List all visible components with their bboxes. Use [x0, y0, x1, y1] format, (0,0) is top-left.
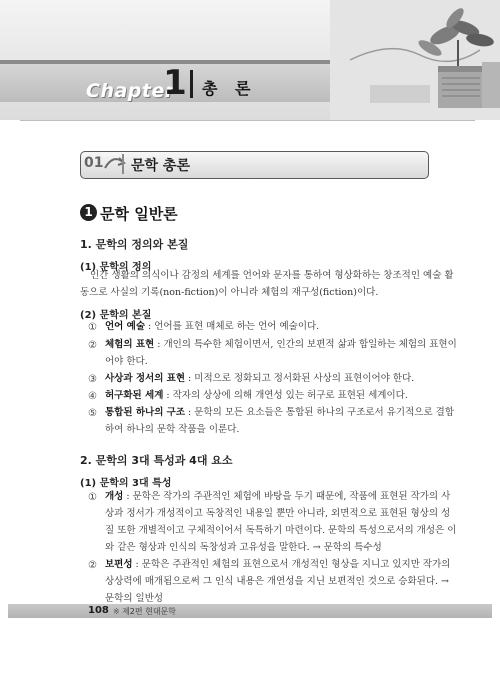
definition-line-1: 인간 생활의 의식이나 감정의 세계를 언어와 문자를 통하여 형상화하는 창조적인 예술 활	[90, 270, 454, 281]
trait-item-1-line-3: 질 또한 개별적이고 구체적이어서 독특하기 마련이다. 문학의 특성으로서의 개성은 이	[105, 525, 457, 536]
chapter-title: 총 론	[202, 79, 257, 98]
essence-item-3: 사상과 정서의 표현 : 미적으로 정화되고 정서화된 사상의 표현이어야 한다.	[105, 373, 415, 384]
essence-item-4: 허구화된 세계 : 작자의 상상에 의해 개연성 있는 허구로 표현된 세계이다.	[105, 390, 408, 401]
definition-line-2: 동으로 사실의 기록(non-fiction)이 아니라 체험의 재구성(fiction)이다.	[80, 287, 379, 298]
part1-sub1-heading: (1) 문학의 정의	[80, 262, 152, 273]
part2-sub1-heading: (1) 문학의 3대 특성	[80, 478, 172, 489]
essence-item-5: 통합된 하나의 구조 : 문학의 모든 요소들은 통합된 하나의 구조로서 유기적으로 결합	[105, 407, 455, 418]
banner-bottom-rule	[20, 120, 475, 121]
essence-item-2-cont: 어야 한다.	[105, 356, 148, 367]
part2-heading: 2. 문학의 3대 특성과 4대 요소	[80, 454, 233, 467]
chapter-divider	[190, 70, 193, 98]
section-number: 01	[84, 155, 104, 171]
trait-item-2-number: ②	[88, 560, 97, 571]
page-number: 108	[88, 605, 109, 616]
footer-separator: ※	[113, 607, 120, 616]
trait-item-2-line-2: 상상력에 매개됨으로써 그 인식 내용은 개연성을 지닌 보편적인 것으로 승화된다. →	[105, 576, 450, 587]
essence-item-2: 체험의 표현 : 개인의 특수한 체험이면서, 인간의 보편적 삶과 합일하는 체험의 표현이	[105, 339, 457, 350]
topic-number-badge: 1	[80, 204, 97, 221]
trait-item-1-number: ①	[88, 492, 97, 503]
footer-bar	[8, 604, 492, 618]
plant-photo-icon	[330, 0, 500, 120]
part1-heading: 1. 문학의 정의와 본질	[80, 238, 189, 251]
section-separator	[122, 154, 124, 174]
trait-item-1: 개성 : 문학은 작가의 주관적인 체험에 바탕을 두기 때문에, 작품에 표현된 작가의 사	[105, 491, 451, 502]
trait-item-2: 보편성 : 문학은 주관적인 체험의 표현으로서 개성적인 형상을 지니고 있지만 작가의	[105, 559, 451, 570]
chapter-banner	[0, 0, 500, 120]
trait-item-2-line-3: 문학의 일반성	[105, 593, 164, 604]
topic-title: 문학 일반론	[100, 205, 178, 223]
chapter-number: 1	[163, 63, 187, 103]
trait-item-1-line-4: 와 같은 형상과 인식의 독창성과 고유성을 말한다. → 문학의 특수성	[105, 542, 382, 553]
trait-item-1-line-2: 상과 정서가 개성적이고 독창적인 내용일 뿐만 아니라, 외면적으로 표현된 형상의 성	[105, 508, 451, 519]
chapter-label: Chapter	[86, 80, 175, 102]
essence-item-5-cont: 하여 하나의 문학 작품을 이룬다.	[105, 424, 240, 435]
section-title: 문학 총론	[131, 158, 190, 174]
essence-item-3-number: ③	[88, 374, 97, 385]
part1-sub2-heading: (2) 문학의 본질	[80, 310, 152, 321]
essence-item-1-number: ①	[88, 322, 97, 333]
essence-item-4-number: ④	[88, 391, 97, 402]
essence-item-5-number: ⑤	[88, 408, 97, 419]
essence-item-2-number: ②	[88, 340, 97, 351]
footer-part-title: 제2편 현대문학	[122, 607, 177, 616]
essence-item-1: 언어 예술 : 언어를 표현 매체로 하는 언어 예술이다.	[105, 321, 320, 332]
